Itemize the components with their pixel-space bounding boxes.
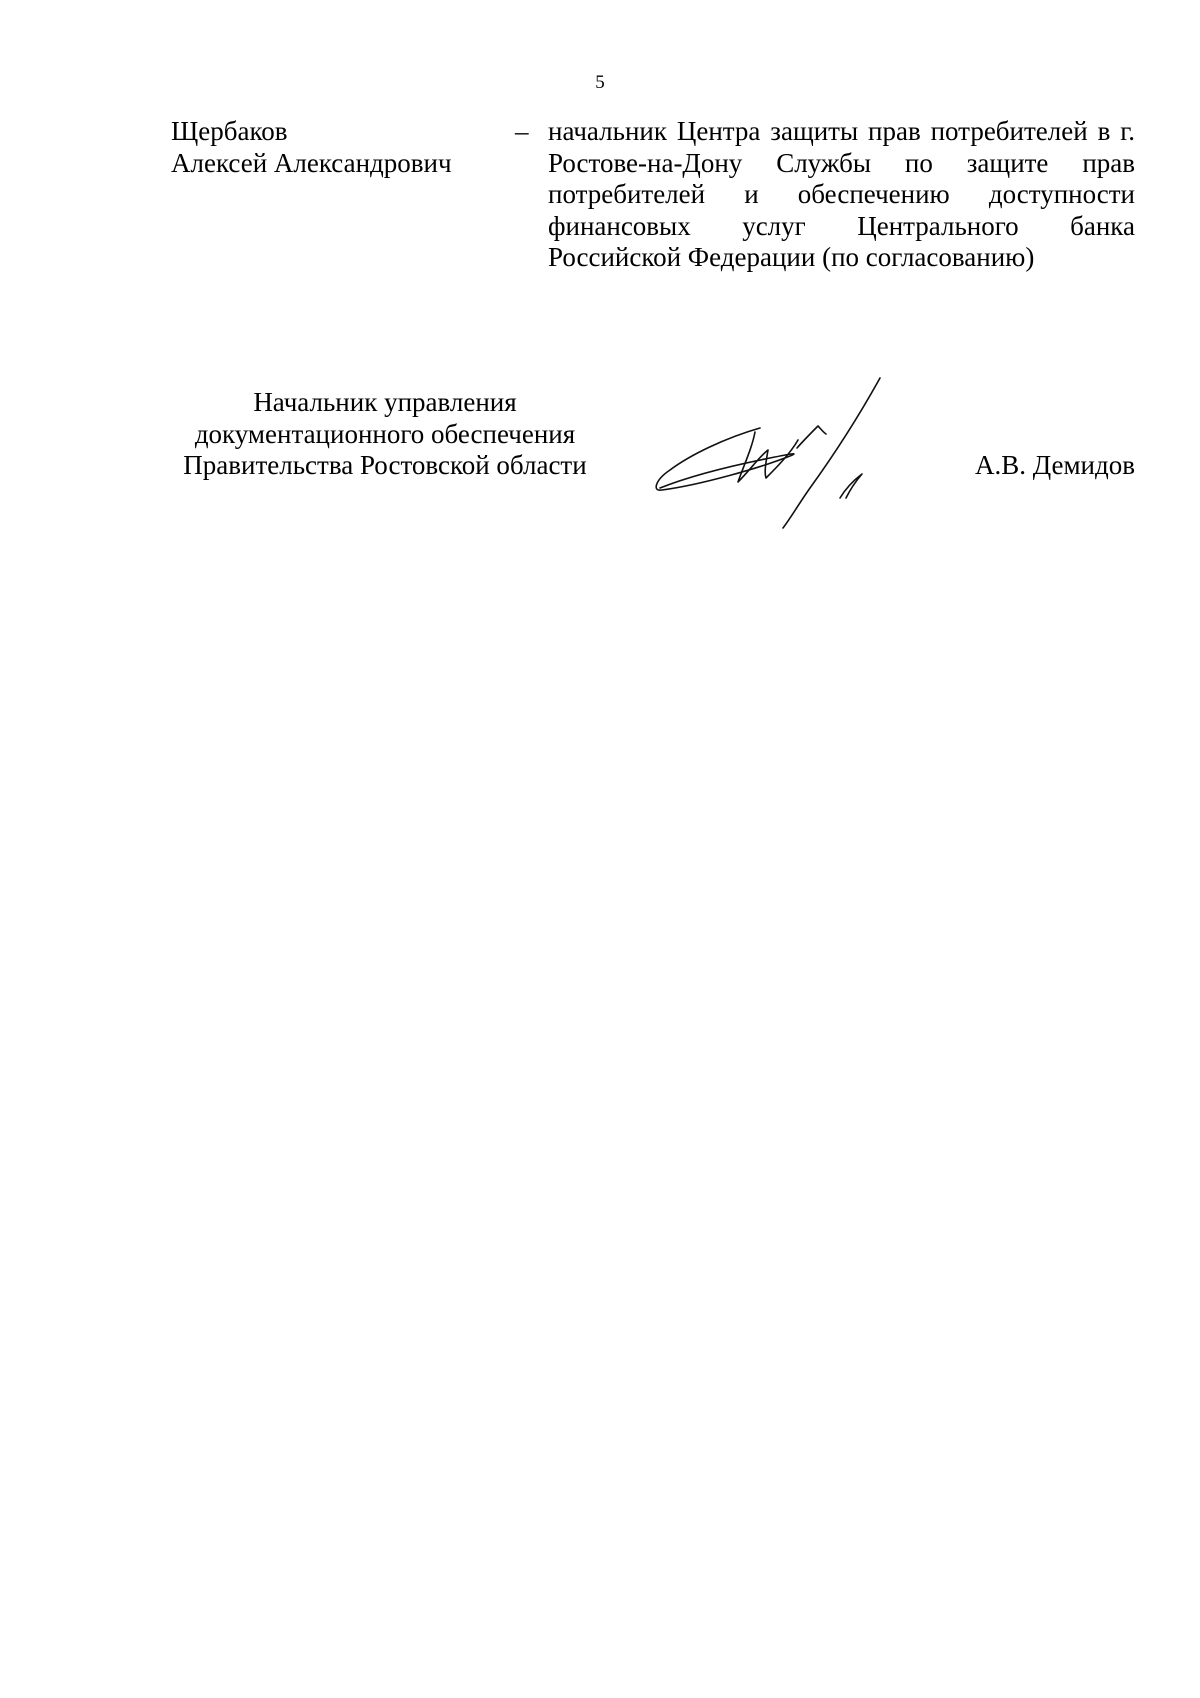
signatory-title-line-1: Начальник управления bbox=[253, 387, 517, 417]
member-given-names: Алексей Александрович bbox=[171, 147, 452, 178]
page-number: 5 bbox=[595, 72, 605, 93]
signatory-title bbox=[160, 387, 610, 482]
signature-stroke bbox=[797, 426, 826, 448]
signature-stroke bbox=[656, 428, 794, 490]
signatory-title-line-3: Правительства Ростовской области bbox=[183, 450, 587, 480]
handwritten-signature bbox=[640, 370, 940, 540]
signatory-title-line-2: документационного обеспечения bbox=[194, 418, 576, 449]
signature-stroke bbox=[783, 378, 880, 528]
signature-stroke bbox=[840, 474, 862, 498]
member-dash: – bbox=[515, 116, 529, 146]
member-role: начальник Центра защиты прав потребителей в г. Ростове-на-Дону Службы по защите прав потребителей и обеспечению доступности финансовых услуг Центрального банка Российской Федерации (по согласованию) bbox=[548, 116, 1135, 272]
member-name bbox=[171, 116, 511, 179]
signer-name: А.В. Демидов bbox=[974, 450, 1135, 480]
member-surname: Щербаков bbox=[171, 116, 288, 146]
